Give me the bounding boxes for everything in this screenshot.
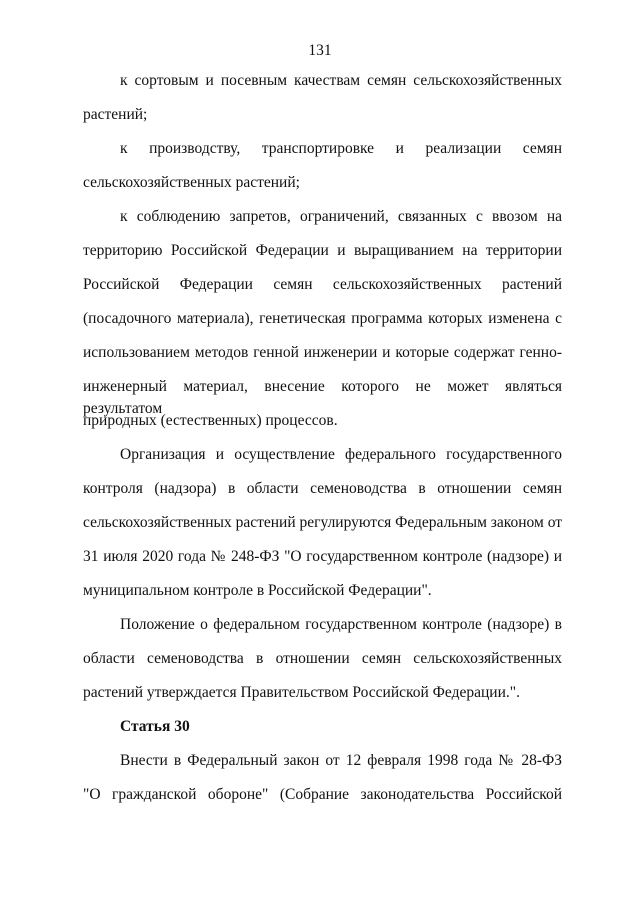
- text-line: муниципальном контроле в Российской Федерации".: [83, 582, 432, 599]
- text-line: Организация и осуществление федерального государственного: [120, 446, 562, 463]
- text-line: растений;: [83, 106, 148, 123]
- page-number: 131: [308, 42, 332, 59]
- text-line: Российской Федерации семян сельскохозяйственных растений: [83, 276, 562, 293]
- text-line: территорию Российской Федерации и выращиванием на территории: [83, 242, 562, 259]
- text-line: инженерный материал, внесение которого не может являться результатом: [83, 378, 562, 417]
- text-line: области семеноводства в отношении семян сельскохозяйственных: [83, 650, 562, 667]
- text-line: растений утверждается Правительством Российской Федерации.".: [83, 684, 520, 701]
- text-line: к сортовым и посевным качествам семян сельскохозяйственных: [120, 72, 562, 89]
- text-line: сельскохозяйственных растений;: [83, 174, 300, 191]
- text-line: природных (естественных) процессов.: [83, 412, 338, 429]
- document-body: [83, 70, 562, 818]
- text-line: сельскохозяйственных растений регулируются Федеральным законом от: [83, 514, 563, 531]
- article-heading: Статья 30: [120, 718, 190, 735]
- text-line: (посадочного материала), генетическая программа которых изменена с: [83, 310, 562, 327]
- text-line: использованием методов генной инженерии и которые содержат генно-: [83, 344, 562, 361]
- text-line: Положение о федеральном государственном контроле (надзоре) в: [120, 616, 562, 633]
- text-line: к соблюдению запретов, ограничений, связанных с ввозом на: [120, 208, 562, 225]
- text-line: 31 июля 2020 года № 248-ФЗ "О государственном контроле (надзоре) и: [83, 548, 562, 565]
- text-line: к производству, транспортировке и реализации семян: [120, 140, 562, 157]
- text-line: Внести в Федеральный закон от 12 февраля 1998 года № 28-ФЗ: [120, 752, 562, 769]
- text-line: контроля (надзора) в области семеноводства в отношении семян: [83, 480, 562, 497]
- text-line: "О гражданской обороне" (Собрание законодательства Российской: [83, 786, 562, 803]
